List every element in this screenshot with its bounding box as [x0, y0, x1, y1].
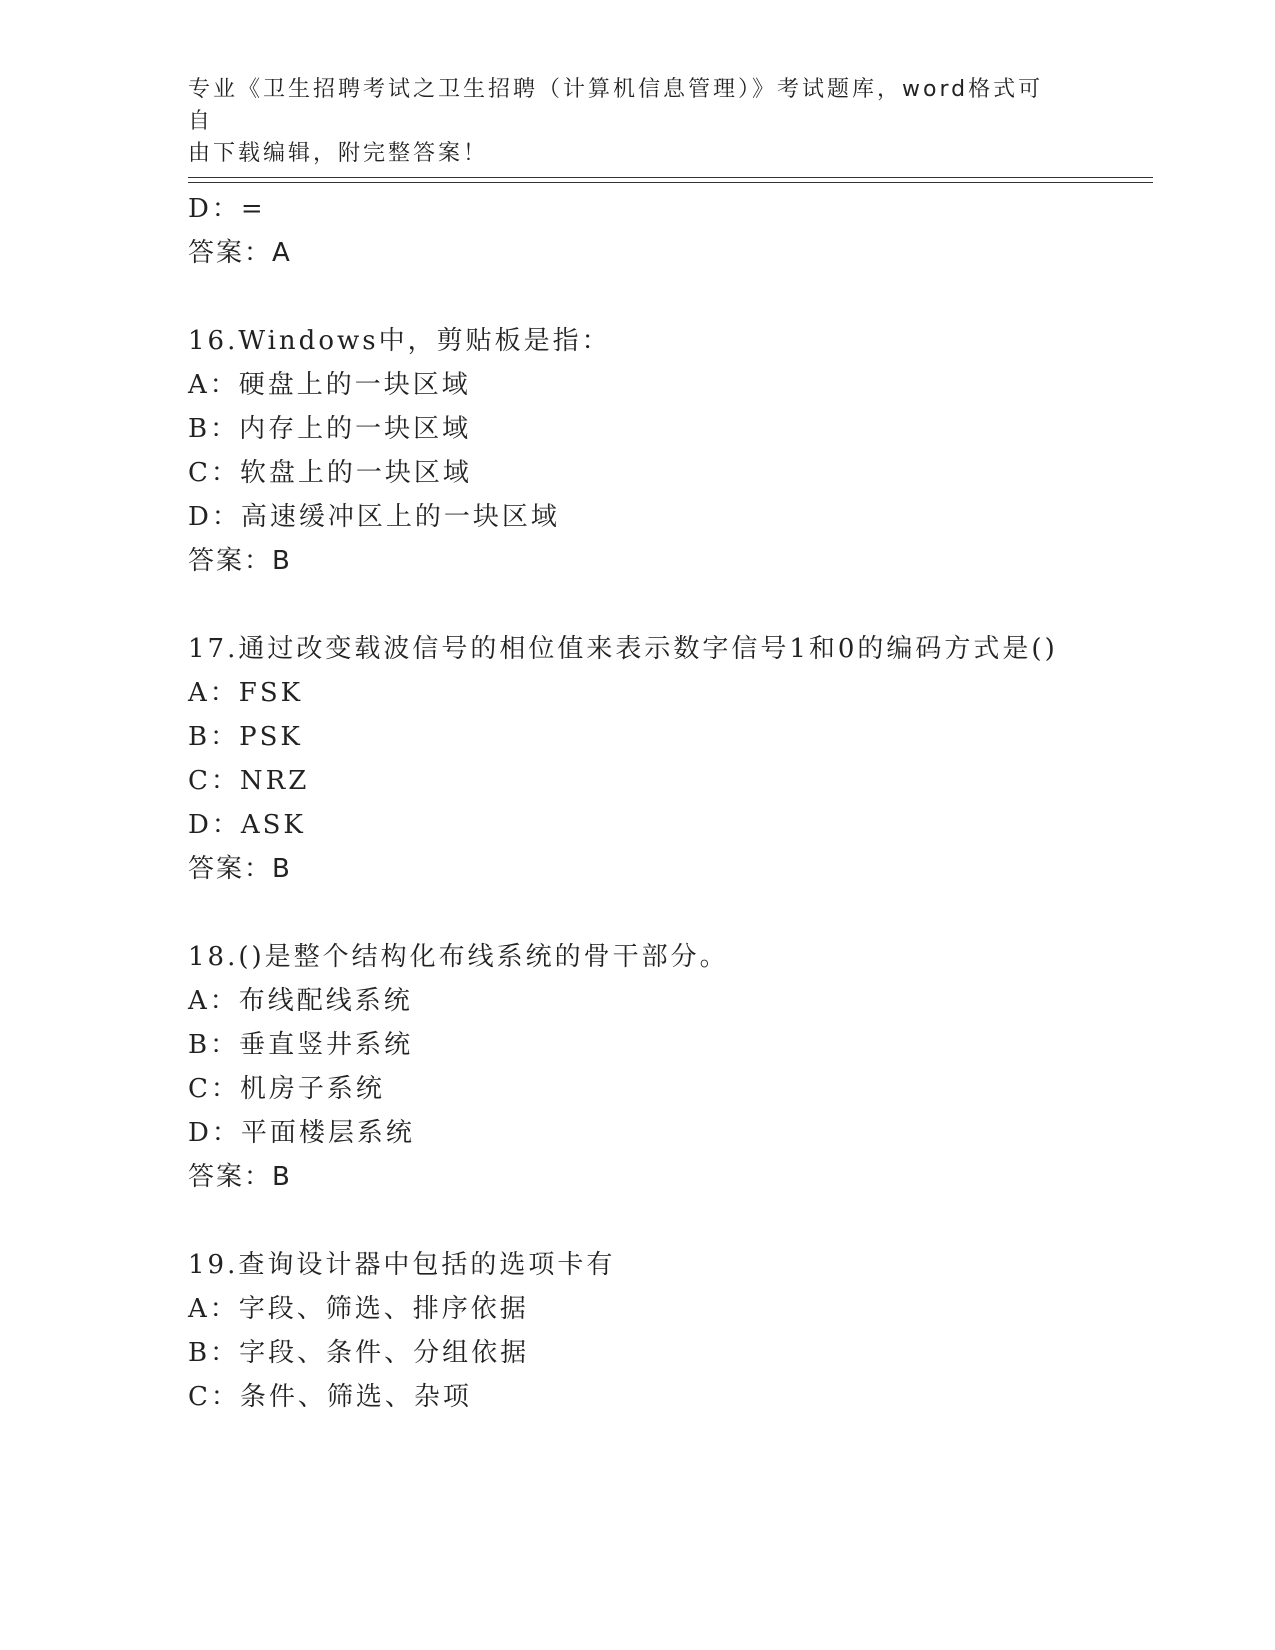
question-16-option-d: D：高速缓冲区上的一块区域 [188, 502, 560, 532]
question-18-option-b: B：垂直竖井系统 [188, 1030, 414, 1060]
question-17-option-d: D：ASK [188, 810, 306, 840]
header-divider-top [188, 177, 1153, 178]
question-17-text: 17.通过改变载波信号的相位值来表示数字信号1和0的编码方式是() [188, 634, 1058, 664]
question-16-answer: 答案：B [188, 546, 292, 576]
header-divider-bottom [188, 182, 1153, 183]
question-17-option-a: A：FSK [188, 678, 304, 708]
question-18-text: 18.()是整个结构化布线系统的骨干部分。 [188, 942, 729, 972]
question-17-option-c: C：NRZ [188, 766, 310, 796]
document-header [188, 74, 1068, 170]
header-line-1: 专业《卫生招聘考试之卫生招聘（计算机信息管理）》考试题库，word格式可自 [188, 77, 1044, 134]
question-19-text: 19.查询设计器中包括的选项卡有 [188, 1250, 616, 1280]
question-19-option-c: C：条件、筛选、杂项 [188, 1382, 472, 1412]
carryover-answer: 答案：A [188, 238, 292, 268]
question-17-option-b: B：PSK [188, 722, 303, 752]
question-18-option-d: D：平面楼层系统 [188, 1118, 415, 1148]
question-18-answer: 答案：B [188, 1162, 292, 1192]
header-line-2: 由下载编辑，附完整答案！ [188, 141, 489, 166]
question-17-answer: 答案：B [188, 854, 292, 884]
question-16-option-c: C：软盘上的一块区域 [188, 458, 472, 488]
question-19-option-b: B：字段、条件、分组依据 [188, 1338, 530, 1368]
question-16-option-b: B：内存上的一块区域 [188, 414, 472, 444]
carryover-option-d: D：= [188, 194, 266, 224]
question-16-option-a: A：硬盘上的一块区域 [188, 370, 471, 400]
question-18-option-a: A：布线配线系统 [188, 986, 413, 1016]
question-19-option-a: A：字段、筛选、排序依据 [188, 1294, 529, 1324]
question-16-text: 16.Windows中，剪贴板是指： [188, 326, 611, 356]
question-18-option-c: C：机房子系统 [188, 1074, 385, 1104]
